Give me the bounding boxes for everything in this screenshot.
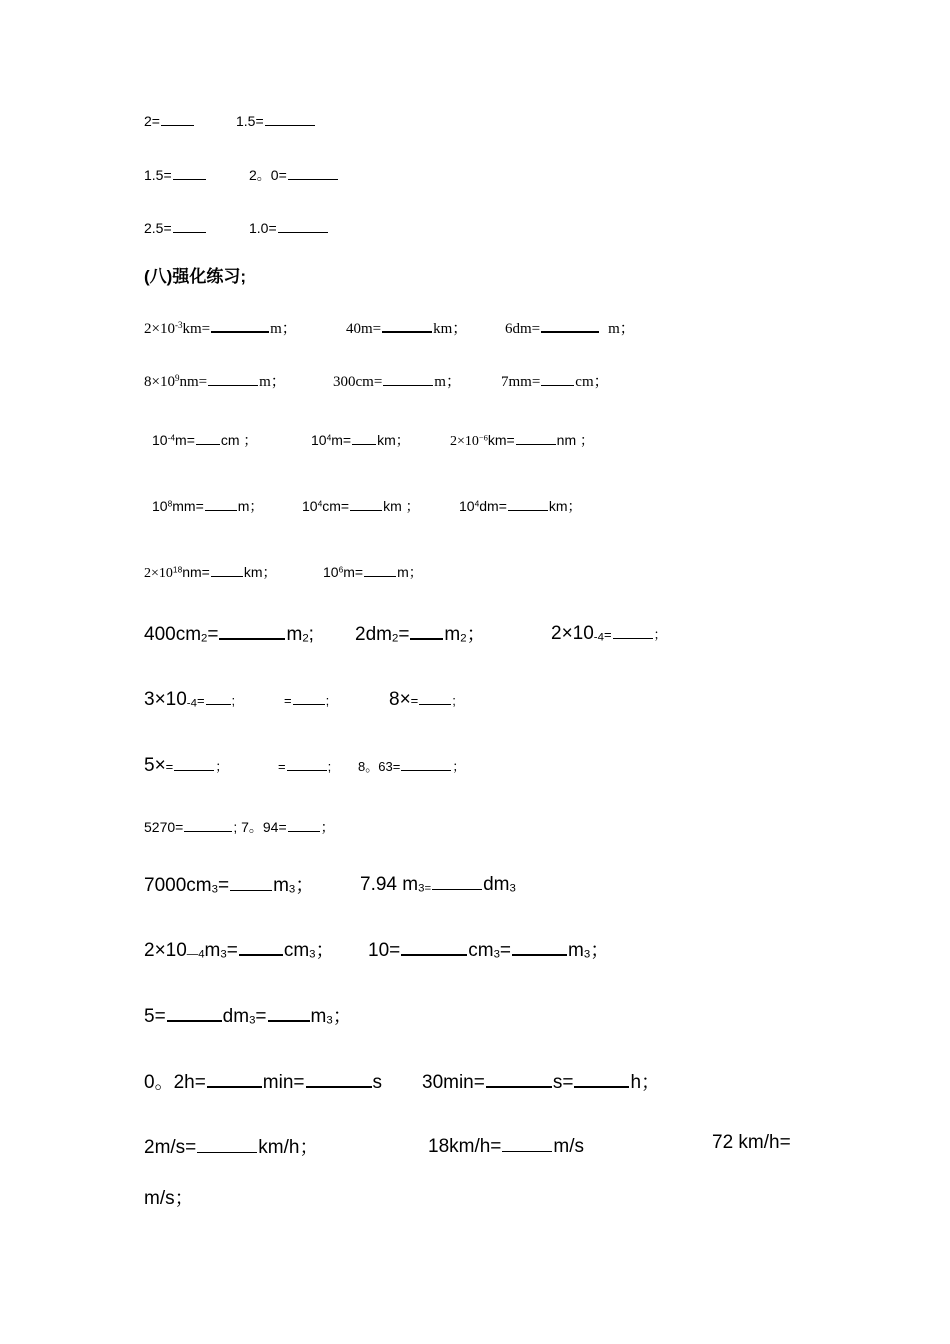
answer-blank[interactable] bbox=[173, 218, 206, 233]
item-1a: 2= bbox=[144, 111, 195, 129]
answer-blank[interactable] bbox=[410, 619, 443, 640]
answer-blank[interactable] bbox=[574, 1067, 629, 1088]
item-1b: 1.5= bbox=[236, 111, 316, 129]
item-8b: $10^6m= m$； bbox=[323, 564, 423, 580]
answer-blank[interactable] bbox=[432, 870, 482, 890]
answer-blank[interactable] bbox=[364, 562, 396, 577]
item-4a: $2\times 10^{-3}km= m$； bbox=[144, 316, 297, 338]
item-5c: 7mm= cm； bbox=[501, 370, 609, 391]
item-18a: m/s； bbox=[144, 1188, 194, 1209]
item-9c: $2\times 10_{-4}=$ ； bbox=[551, 619, 667, 645]
answer-blank[interactable] bbox=[502, 1132, 552, 1152]
answer-blank[interactable] bbox=[382, 316, 432, 333]
item-7c: $10^4dm=$ km； bbox=[459, 498, 582, 514]
item-2b: 2。0= bbox=[249, 165, 339, 185]
answer-blank[interactable] bbox=[419, 685, 451, 705]
answer-blank[interactable] bbox=[512, 935, 567, 956]
answer-blank[interactable] bbox=[211, 562, 243, 577]
answer-blank[interactable] bbox=[196, 430, 220, 445]
answer-blank[interactable] bbox=[219, 619, 285, 640]
item-6a: $10^{-4}m=$ cm ； bbox=[152, 432, 258, 448]
answer-blank[interactable] bbox=[288, 817, 320, 832]
answer-blank[interactable] bbox=[278, 218, 328, 233]
answer-blank[interactable] bbox=[230, 871, 272, 891]
item-10b: = ; bbox=[284, 685, 329, 711]
answer-blank[interactable] bbox=[541, 370, 574, 386]
item-10c: 8×= ; bbox=[389, 685, 456, 711]
item-13a: $7000cm_3= m_3$； bbox=[144, 870, 314, 897]
item-10a: $3\times 10_{-4}=$ ; bbox=[144, 685, 235, 711]
answer-blank[interactable] bbox=[613, 619, 653, 639]
answer-blank[interactable] bbox=[208, 370, 258, 386]
item-7b: $10^4cm=$ km ； bbox=[302, 498, 420, 514]
item-11b: = ; bbox=[278, 751, 331, 777]
item-17a: 2m/s= km/h； bbox=[144, 1132, 318, 1159]
answer-blank[interactable] bbox=[239, 935, 283, 956]
item-6c: $2\times 10^{-6}km=$ nm ； bbox=[450, 432, 595, 449]
section-heading: (八)强化练习; bbox=[144, 267, 246, 286]
answer-blank[interactable] bbox=[161, 111, 194, 126]
answer-blank[interactable] bbox=[486, 1067, 552, 1088]
item-9b: $2dm_2= m_2$； bbox=[355, 619, 486, 646]
item-5a: $8\times 10^9nm= m$； bbox=[144, 370, 286, 391]
answer-blank[interactable] bbox=[288, 165, 338, 180]
item-14b: $10= cm_3= m_3$； bbox=[368, 935, 609, 962]
item-9a: $400cm_2= m_2$; bbox=[144, 619, 314, 646]
answer-blank[interactable] bbox=[206, 685, 231, 705]
answer-blank[interactable] bbox=[174, 751, 214, 771]
item-16b: 30min= s= h； bbox=[422, 1067, 660, 1094]
answer-blank[interactable] bbox=[401, 935, 467, 956]
answer-blank[interactable] bbox=[184, 817, 232, 832]
item-15a: $5= dm_3= m_3$； bbox=[144, 1001, 352, 1028]
item-17c: 72 km/h= bbox=[712, 1132, 791, 1153]
answer-blank[interactable] bbox=[173, 165, 206, 180]
answer-blank[interactable] bbox=[197, 1133, 257, 1153]
item-3b: 1.0= bbox=[249, 218, 329, 236]
item-13b: 7.94 $m_{3=}$ $dm_3$ bbox=[360, 870, 516, 896]
answer-blank[interactable] bbox=[268, 1001, 310, 1022]
answer-blank[interactable] bbox=[350, 496, 382, 511]
answer-blank[interactable] bbox=[205, 496, 237, 511]
item-16a: 0。2h= min= s bbox=[144, 1067, 382, 1094]
item-11c: 8。63= ； bbox=[358, 751, 465, 777]
answer-blank[interactable] bbox=[211, 316, 269, 333]
item-2a: 1.5= bbox=[144, 165, 207, 183]
item-14a: $2\times 10_{—4}m_3= cm_3$； bbox=[144, 935, 335, 962]
answer-blank[interactable] bbox=[383, 370, 433, 386]
answer-blank[interactable] bbox=[306, 1067, 372, 1088]
item-11a: 5×= ； bbox=[144, 751, 228, 777]
item-12a: 5270= ; 7。94= ； bbox=[144, 819, 335, 835]
answer-blank[interactable] bbox=[516, 430, 556, 445]
item-3a: 2.5= bbox=[144, 218, 207, 236]
answer-blank[interactable] bbox=[401, 751, 451, 771]
item-8a: $2\times 10^{18}nm=$ km； bbox=[144, 564, 277, 581]
answer-blank[interactable] bbox=[508, 496, 548, 511]
answer-blank[interactable] bbox=[541, 316, 599, 333]
item-4c: 6dm= m； bbox=[505, 316, 635, 338]
answer-blank[interactable] bbox=[207, 1067, 262, 1088]
answer-blank[interactable] bbox=[293, 685, 325, 705]
answer-blank[interactable] bbox=[167, 1001, 222, 1022]
answer-blank[interactable] bbox=[265, 111, 315, 126]
item-17b: 18km/h= m/s bbox=[428, 1132, 584, 1158]
item-4b: 40m= km； bbox=[346, 316, 467, 338]
answer-blank[interactable] bbox=[287, 751, 327, 771]
item-7a: $10^8mm= m$； bbox=[152, 498, 264, 514]
answer-blank[interactable] bbox=[352, 430, 376, 445]
item-5b: 300cm= m； bbox=[333, 370, 461, 391]
item-6b: $10^4m=$ km； bbox=[311, 432, 410, 448]
